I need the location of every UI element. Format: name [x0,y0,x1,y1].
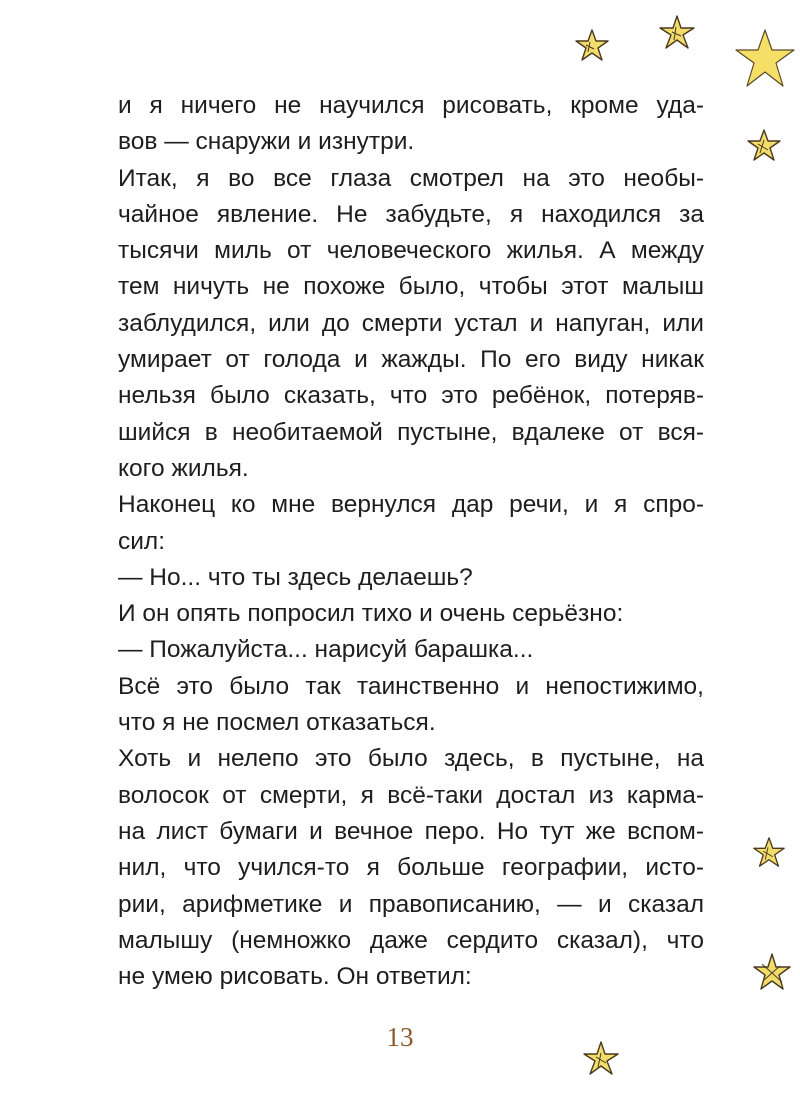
paragraph [118,632,704,668]
paragraph [118,669,704,742]
text-line: тысячи миль от человеческого жилья. А между [118,237,704,265]
paragraph [118,487,704,560]
star-icon [734,28,796,90]
text-line: Хоть и нелепо это было здесь, в пустыне, на [118,745,704,773]
text-line: умирает от голода и жажды. По его виду никак [118,346,704,374]
text-line: не умею рисовать. Он ответил: [118,963,472,991]
text-line: что я не посмел отказаться. [118,709,436,737]
text-line: чайное явление. Не забудьте, я находился за [118,200,704,228]
text-line: шийся в необитаемой пустыне, вдалеке от вся- [118,418,704,446]
star-icon [746,128,782,164]
star-icon [752,836,786,870]
paragraph [118,741,704,995]
star-icon [752,952,792,992]
text-line: тем ничуть не похоже было, чтобы этот малыш [118,273,704,301]
text-line: И он опять попросил тихо и очень серьёзно: [118,600,624,628]
text-line: волосок от смерти, я всё-таки достал из карма- [118,781,704,809]
paragraph [118,88,704,161]
text-line: — Пожалуйста... нарисуй барашка... [118,636,534,664]
page-number: 13 [386,1022,414,1052]
text-line: вов — снаружи и изнутри. [118,128,415,156]
star-icon [658,14,696,52]
text-line: рии, арифметике и правописанию, — и сказал [118,890,704,918]
paragraph [118,560,704,596]
text-line: кого жилья. [118,454,249,482]
text-line: малышу (немножко даже сердито сказал), что [118,926,704,954]
text-line: нил, что учился-то я больше географии, исто- [118,854,704,882]
text-line: и я ничего не научился рисовать, кроме уда- [118,92,704,119]
text-line: заблудился, или до смерти устал и напуган, или [118,309,704,337]
star-icon [574,28,610,64]
text-line: Наконец ко мне вернулся дар речи, и я спро- [118,491,704,519]
text-line: Итак, я во все глаза смотрел на это необы- [118,164,704,192]
text-line: на лист бумаги и вечное перо. Но тут же вспом- [118,817,704,845]
body-text [118,88,704,995]
text-line: — Но... что ты здесь делаешь? [118,563,473,591]
text-line: сил: [118,527,166,555]
paragraph [118,161,704,488]
paragraph [118,596,704,632]
text-line: Всё это было так таинственно и непостижимо, [118,672,704,700]
text-line: нельзя было сказать, что это ребёнок, потеряв- [118,382,704,410]
